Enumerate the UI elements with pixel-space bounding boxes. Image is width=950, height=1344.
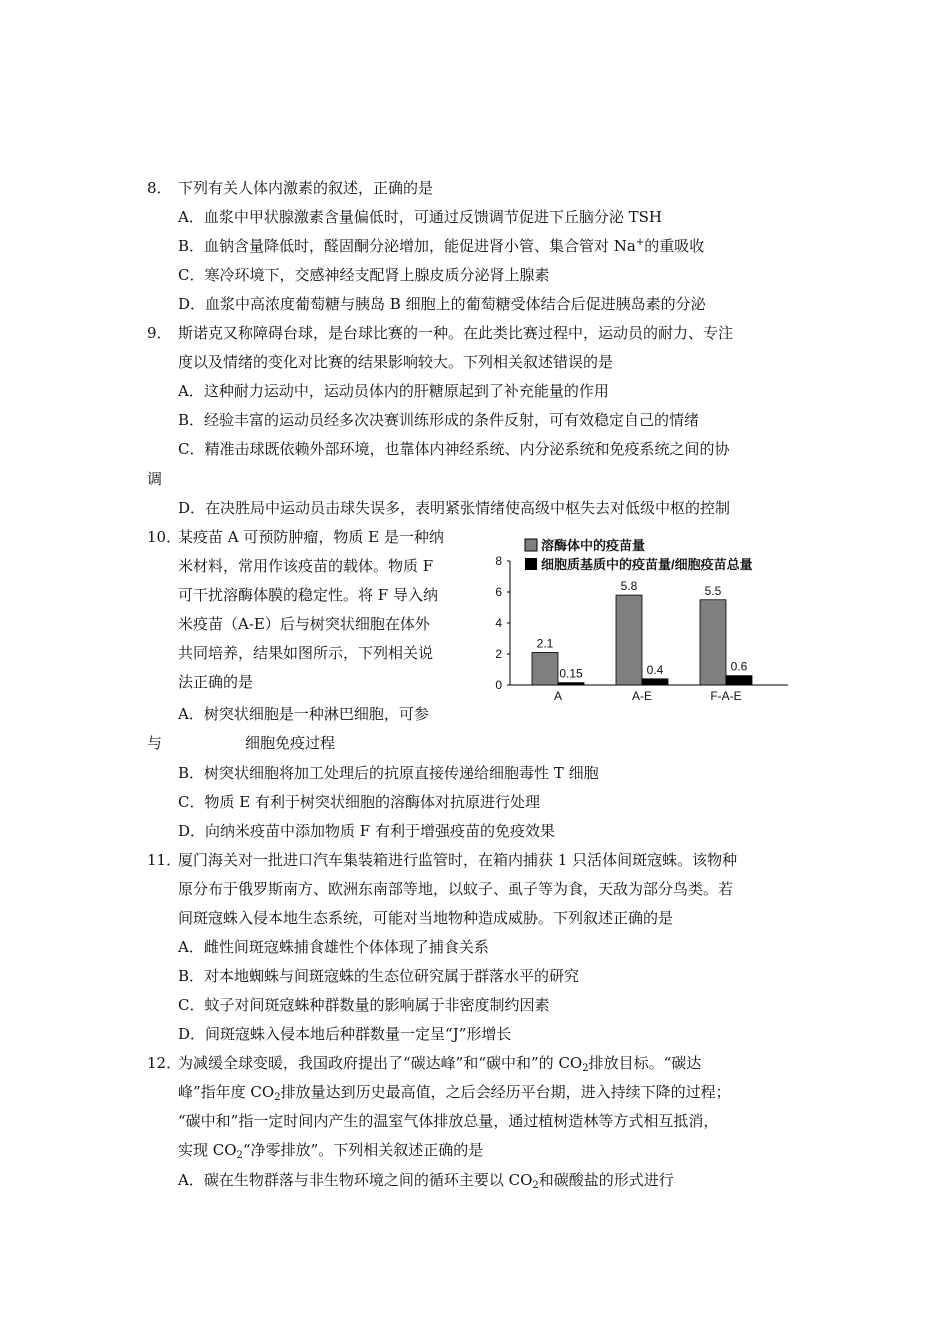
q8-option-b-text: B．血钠含量降低时，醛固酮分泌增加，能促进肾小管、集合管对 Na: [178, 237, 636, 255]
q8-number: 8．: [147, 179, 172, 197]
q12-stem-line2-b: 排放量达到历史最高值，之后会经历平台期，进入持续下降的过程；: [280, 1083, 731, 1101]
q12-option-a-text: A．碳在生物群落与非生物环境之间的循环主要以 CO: [178, 1171, 533, 1189]
q10-option-a-line2-end: 细胞免疫过程: [245, 734, 336, 752]
bar-label-A-E-series-2: 0.4: [646, 662, 664, 677]
q12-stem-line1-a: 为减缓全球变暖，我国政府提出了“碳达峰”和“碳中和”的 CO: [178, 1054, 583, 1072]
x-tick-label-F-A-E: F-A-E: [710, 689, 742, 703]
bar-A-series-1: [532, 652, 558, 685]
q8-stem: 下列有关人体内激素的叙述，正确的是: [178, 179, 434, 197]
q10-option-a-line2-start: 与: [147, 734, 163, 752]
q10-option-a-line1: A．树突状细胞是一种淋巴细胞，可参: [178, 705, 429, 723]
q9-stem-line1: 斯诺克又称障碍台球，是台球比赛的一种。在此类比赛过程中，运动员的耐力、专注: [178, 324, 734, 342]
q10-option-d: D．向纳米疫苗中添加物质 F 有利于增强疫苗的免疫效果: [178, 822, 555, 840]
q9-option-c-line2: 调: [147, 470, 163, 488]
q11-number: 11．: [147, 851, 182, 869]
q11-option-c: C．蚊子对间斑寇蛛种群数量的影响属于非密度制约因素: [178, 996, 550, 1014]
q11-stem-line2: 原分布于俄罗斯南方、欧洲东南部等地，以蚊子、虱子等为食，天敌为部分鸟类。若: [178, 880, 734, 898]
y-tick-label-2: 2: [495, 647, 502, 661]
q10-stem-line5: 共同培养，结果如图所示，下列相关说: [178, 644, 434, 662]
q10-stem-line1: 某疫苗 A 可预防肿瘤，物质 E 是一种纳: [178, 528, 444, 546]
q10-bar-chart: [470, 530, 800, 706]
y-tick-label-4: 4: [495, 616, 502, 630]
co2-subscript: 2: [236, 1150, 243, 1161]
q9-option-c-line1: C．精准击球既依赖外部环境，也靠体内神经系统、内分泌系统和免疫系统之间的协: [178, 440, 730, 458]
q12-stem-line1: [178, 1053, 701, 1073]
q10-option-b: B．树突状细胞将加工处理后的抗原直接传递给细胞毒性 T 细胞: [178, 764, 599, 782]
bar-label-A-series-2: 0.15: [559, 666, 583, 681]
co2-subscript: 2: [274, 1092, 281, 1103]
co2-subscript: 2: [582, 1063, 589, 1074]
q11-stem-line1: 厦门海关对一批进口汽车集装箱进行监管时，在箱内捕获 1 只活体间斑寇蛛。该物种: [178, 851, 738, 869]
y-tick-label-6: 6: [495, 585, 502, 599]
q11-stem-line3: 间斑寇蛛入侵本地生态系统，可能对当地物种造成威胁。下列叙述正确的是: [178, 909, 674, 927]
q8-option-b: [178, 236, 704, 256]
legend-swatch-lysosome: [525, 539, 537, 551]
q10-option-c: C．物质 E 有利于树突状细胞的溶酶体对抗原进行处理: [178, 793, 540, 811]
bar-F-A-E-series-2: [726, 676, 752, 685]
q10-number: 10．: [147, 528, 182, 546]
bar-A-E-series-2: [642, 679, 668, 685]
q8-option-d: D．血浆中高浓度葡萄糖与胰岛 B 细胞上的葡萄糖受体结合后促进胰岛素的分泌: [178, 295, 706, 313]
q8-option-a: A．血浆中甲状腺激素含量偏低时，可通过反馈调节促进下丘脑分泌 TSH: [178, 208, 662, 226]
bar-F-A-E-series-1: [700, 600, 726, 685]
bar-A-series-2: [558, 683, 584, 685]
q9-number: 9．: [147, 324, 172, 342]
x-tick-label-A-E: A-E: [631, 689, 653, 703]
q12-stem-line2: [178, 1082, 731, 1102]
y-ticks: [495, 554, 510, 692]
q10-stem-line2: 米材料，常用作该疫苗的载体。物质 F: [178, 557, 434, 575]
q12-option-a: [178, 1170, 674, 1190]
q11-option-a: A．雌性间斑寇蛛捕食雄性个体体现了捕食关系: [178, 938, 489, 956]
q10-stem-line6: 法正确的是: [178, 673, 254, 691]
bar-A-E-series-1: [616, 595, 642, 685]
q12-stem-line3: “碳中和”指一定时间内产生的温室气体排放总量，通过植树造林等方式相互抵消，: [178, 1112, 719, 1130]
bar-label-A-series-1: 2.1: [536, 636, 554, 651]
q12-stem-line2-a: 峰”指年度 CO: [178, 1083, 275, 1101]
y-tick-label-8: 8: [495, 554, 502, 568]
co2-subscript: 2: [532, 1180, 539, 1191]
q12-option-a-tail: 和碳酸盐的形式进行: [538, 1171, 674, 1189]
q8-option-b-tail: 的重吸收: [644, 237, 705, 255]
q10-stem-line3: 可干扰溶酶体膜的稳定性。将 F 导入纳: [178, 586, 438, 604]
q8-option-b-sup: +: [635, 237, 645, 248]
q9-option-b: B．经验丰富的运动员经多次决赛训练形成的条件反射，可有效稳定自己的情绪: [178, 411, 700, 429]
legend-swatch-cytoplasm: [525, 558, 537, 570]
x-tick-label-A: A: [553, 689, 563, 703]
bar-label-F-A-E-series-2: 0.6: [730, 659, 748, 674]
legend-label-lysosome: 溶酶体中的疫苗量: [541, 538, 646, 553]
q9-option-d: D．在决胜局中运动员击球失误多，表明紧张情绪使高级中枢失去对低级中枢的控制: [178, 499, 731, 517]
q8-option-c: C．寒冷环境下，交感神经支配肾上腺皮质分泌肾上腺素: [178, 266, 550, 284]
bar-label-F-A-E-series-1: 5.5: [704, 583, 722, 598]
q11-option-d: D．间斑寇蛛入侵本地后种群数量一定呈“J”形增长: [178, 1025, 512, 1043]
q10-stem-line4: 米疫苗（A-E）后与树突状细胞在体外: [178, 615, 430, 633]
q9-option-a: A．这种耐力运动中，运动员体内的肝糖原起到了补充能量的作用: [178, 382, 609, 400]
bar-label-A-E-series-1: 5.8: [620, 579, 638, 594]
q12-stem-line4: [178, 1140, 483, 1160]
q9-stem-line2: 度以及情绪的变化对比赛的结果影响较大。下列相关叙述错误的是: [178, 353, 614, 371]
q11-option-b: B．对本地蜘蛛与间斑寇蛛的生态位研究属于群落水平的研究: [178, 967, 580, 985]
q12-stem-line4-a: 实现 CO: [178, 1141, 237, 1159]
y-tick-label-0: 0: [495, 678, 502, 692]
q12-stem-line4-b: “净零排放”。下列相关叙述正确的是: [242, 1141, 484, 1159]
legend-label-cytoplasm: 细胞质基质中的疫苗量/细胞疫苗总量: [541, 557, 753, 572]
q12-number: 12．: [147, 1054, 182, 1072]
bars: [532, 579, 752, 703]
q12-stem-line1-b: 排放目标。“碳达: [588, 1054, 702, 1072]
